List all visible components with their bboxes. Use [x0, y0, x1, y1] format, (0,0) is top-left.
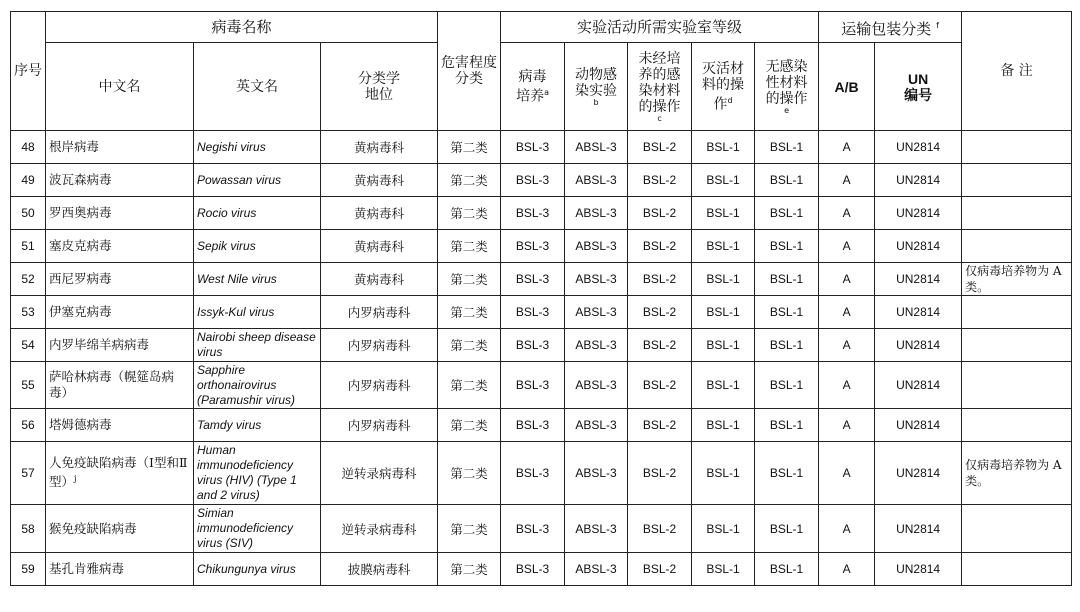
row-family: 黄病毒科 — [321, 131, 438, 164]
row-uncultured: BSL-2 — [628, 362, 692, 409]
row-en-name: Chikungunya virus — [194, 553, 321, 586]
row-animal: ABSL-3 — [565, 553, 628, 586]
row-inactivated: BSL-1 — [692, 197, 755, 230]
row-noninfectious: BSL-1 — [755, 197, 819, 230]
row-animal: ABSL-3 — [565, 296, 628, 329]
row-un: UN2814 — [875, 197, 962, 230]
row-animal: ABSL-3 — [565, 505, 628, 553]
row-uncultured: BSL-2 — [628, 409, 692, 442]
row-uncultured: BSL-2 — [628, 164, 692, 197]
row-noninfectious: BSL-1 — [755, 553, 819, 586]
row-ab: A — [819, 131, 875, 164]
row-note — [962, 553, 1072, 586]
row-uncultured: BSL-2 — [628, 131, 692, 164]
row-un: UN2814 — [875, 409, 962, 442]
row-family: 黄病毒科 — [321, 263, 438, 296]
row-family: 黄病毒科 — [321, 164, 438, 197]
row-note — [962, 329, 1072, 362]
header-transport: 运输包装分类 $^f$ — [819, 12, 962, 43]
row-cn-name: 波瓦森病毒 — [46, 164, 194, 197]
row-no: 56 — [11, 409, 46, 442]
row-un: UN2814 — [875, 553, 962, 586]
row-cn-name: 塞皮克病毒 — [46, 230, 194, 263]
row-un: UN2814 — [875, 442, 962, 505]
row-ab: A — [819, 329, 875, 362]
row-animal: ABSL-3 — [565, 409, 628, 442]
row-un: UN2814 — [875, 362, 962, 409]
row-no: 48 — [11, 131, 46, 164]
row-note — [962, 296, 1072, 329]
row-animal: ABSL-3 — [565, 164, 628, 197]
row-inactivated: BSL-1 — [692, 131, 755, 164]
row-cn-name: 猴免疫缺陷病毒 — [46, 505, 194, 553]
row-inactivated: BSL-1 — [692, 296, 755, 329]
row-en-name: Issyk-Kul virus — [194, 296, 321, 329]
row-noninfectious: BSL-1 — [755, 131, 819, 164]
row-cn-name: 基孔肯雅病毒 — [46, 553, 194, 586]
row-family: 内罗病毒科 — [321, 329, 438, 362]
row-en-name: Human immunodeficiency virus (HIV) (Type 1 and 2 virus) — [194, 442, 321, 505]
row-no: 55 — [11, 362, 46, 409]
header-virus-name: 病毒名称 — [46, 12, 438, 43]
row-noninfectious: BSL-1 — [755, 230, 819, 263]
row-cn-name: 萨哈林病毒（幌筵岛病毒） — [46, 362, 194, 409]
row-hazard: 第二类 — [438, 553, 501, 586]
row-noninfectious: BSL-1 — [755, 329, 819, 362]
table-row — [11, 362, 1072, 409]
row-noninfectious: BSL-1 — [755, 362, 819, 409]
row-ab: A — [819, 263, 875, 296]
row-hazard: 第二类 — [438, 362, 501, 409]
row-animal: ABSL-3 — [565, 442, 628, 505]
row-en-name: Powassan virus — [194, 164, 321, 197]
row-uncultured: BSL-2 — [628, 329, 692, 362]
row-no: 54 — [11, 329, 46, 362]
row-noninfectious: BSL-1 — [755, 296, 819, 329]
row-no: 49 — [11, 164, 46, 197]
row-ab: A — [819, 409, 875, 442]
header-en-name: 英文名 — [194, 43, 321, 131]
row-inactivated: BSL-1 — [692, 409, 755, 442]
row-animal: ABSL-3 — [565, 230, 628, 263]
row-no: 52 — [11, 263, 46, 296]
row-culture: BSL-3 — [501, 362, 565, 409]
header-remark: 备 注 — [962, 12, 1072, 131]
row-cn-name: 人免疫缺陷病毒（Ⅰ型和Ⅱ型）$^j$ — [46, 442, 194, 505]
row-note — [962, 197, 1072, 230]
row-en-name: Sepik virus — [194, 230, 321, 263]
row-hazard: 第二类 — [438, 329, 501, 362]
row-noninfectious: BSL-1 — [755, 442, 819, 505]
row-un: UN2814 — [875, 131, 962, 164]
header-seq: 序号 — [11, 12, 46, 131]
row-family: 逆转录病毒科 — [321, 505, 438, 553]
row-cn-name: 内罗毕绵羊病病毒 — [46, 329, 194, 362]
row-cn-name: 塔姆德病毒 — [46, 409, 194, 442]
row-un: UN2814 — [875, 164, 962, 197]
row-animal: ABSL-3 — [565, 197, 628, 230]
row-note: 仅病毒培养物为 A 类。 — [962, 442, 1072, 505]
table-row — [11, 329, 1072, 362]
row-en-name: Sapphire orthonairovirus (Paramushir virus) — [194, 362, 321, 409]
row-ab: A — [819, 442, 875, 505]
row-culture: BSL-3 — [501, 263, 565, 296]
row-cn-name: 根岸病毒 — [46, 131, 194, 164]
row-hazard: 第二类 — [438, 505, 501, 553]
table-row — [11, 164, 1072, 197]
row-cn-name: 西尼罗病毒 — [46, 263, 194, 296]
row-hazard: 第二类 — [438, 409, 501, 442]
row-uncultured: BSL-2 — [628, 230, 692, 263]
row-ab: A — [819, 362, 875, 409]
table-row — [11, 296, 1072, 329]
row-no: 53 — [11, 296, 46, 329]
virus-table — [10, 11, 1072, 586]
row-uncultured: BSL-2 — [628, 263, 692, 296]
row-inactivated: BSL-1 — [692, 329, 755, 362]
row-cn-name: 伊塞克病毒 — [46, 296, 194, 329]
row-culture: BSL-3 — [501, 164, 565, 197]
row-inactivated: BSL-1 — [692, 442, 755, 505]
row-un: UN2814 — [875, 505, 962, 553]
header-inactivated: 灭活材料的操作$^d$ — [692, 43, 755, 131]
row-hazard: 第二类 — [438, 442, 501, 505]
row-animal: ABSL-3 — [565, 131, 628, 164]
row-cn-name: 罗西奥病毒 — [46, 197, 194, 230]
header-noninfectious: 无感染性材料的操作 e — [755, 43, 819, 131]
row-en-name: Tamdy virus — [194, 409, 321, 442]
row-culture: BSL-3 — [501, 409, 565, 442]
row-uncultured: BSL-2 — [628, 505, 692, 553]
row-ab: A — [819, 553, 875, 586]
row-en-name: Nairobi sheep disease virus — [194, 329, 321, 362]
row-note — [962, 164, 1072, 197]
row-family: 内罗病毒科 — [321, 362, 438, 409]
row-uncultured: BSL-2 — [628, 442, 692, 505]
row-un: UN2814 — [875, 230, 962, 263]
row-un: UN2814 — [875, 263, 962, 296]
row-noninfectious: BSL-1 — [755, 164, 819, 197]
row-animal: ABSL-3 — [565, 263, 628, 296]
table-header — [11, 12, 1072, 131]
row-culture: BSL-3 — [501, 197, 565, 230]
row-family: 黄病毒科 — [321, 230, 438, 263]
row-ab: A — [819, 164, 875, 197]
row-family: 逆转录病毒科 — [321, 442, 438, 505]
table-row — [11, 409, 1072, 442]
row-inactivated: BSL-1 — [692, 505, 755, 553]
table-row — [11, 442, 1072, 505]
row-family: 内罗病毒科 — [321, 409, 438, 442]
header-culture: 病毒培养$^a$ — [501, 43, 565, 131]
row-note — [962, 362, 1072, 409]
row-hazard: 第二类 — [438, 164, 501, 197]
row-inactivated: BSL-1 — [692, 362, 755, 409]
row-note — [962, 409, 1072, 442]
row-animal: ABSL-3 — [565, 329, 628, 362]
header-hazard: 危害程度分类 — [438, 12, 501, 131]
row-en-name: West Nile virus — [194, 263, 321, 296]
row-en-name: Simian immunodeficiency virus (SIV) — [194, 505, 321, 553]
row-uncultured: BSL-2 — [628, 197, 692, 230]
row-hazard: 第二类 — [438, 131, 501, 164]
row-family: 内罗病毒科 — [321, 296, 438, 329]
header-un: UN编号 — [875, 43, 962, 131]
header-lab-level: 实验活动所需实验室等级 — [501, 12, 819, 43]
row-hazard: 第二类 — [438, 197, 501, 230]
row-ab: A — [819, 230, 875, 263]
row-noninfectious: BSL-1 — [755, 263, 819, 296]
table-row — [11, 553, 1072, 586]
row-en-name: Rocio virus — [194, 197, 321, 230]
row-no: 50 — [11, 197, 46, 230]
row-noninfectious: BSL-1 — [755, 505, 819, 553]
table-row — [11, 131, 1072, 164]
row-note — [962, 131, 1072, 164]
header-taxonomy: 分类学地位 — [321, 43, 438, 131]
row-un: UN2814 — [875, 296, 962, 329]
row-inactivated: BSL-1 — [692, 263, 755, 296]
row-hazard: 第二类 — [438, 296, 501, 329]
row-ab: A — [819, 505, 875, 553]
row-note: 仅病毒培养物为 A 类。 — [962, 263, 1072, 296]
row-family: 黄病毒科 — [321, 197, 438, 230]
row-culture: BSL-3 — [501, 296, 565, 329]
row-no: 58 — [11, 505, 46, 553]
row-un: UN2814 — [875, 329, 962, 362]
row-inactivated: BSL-1 — [692, 164, 755, 197]
table-row — [11, 263, 1072, 296]
table-row — [11, 505, 1072, 553]
row-ab: A — [819, 296, 875, 329]
row-uncultured: BSL-2 — [628, 553, 692, 586]
header-ab: A/B — [819, 43, 875, 131]
row-en-name: Negishi virus — [194, 131, 321, 164]
row-no: 57 — [11, 442, 46, 505]
row-noninfectious: BSL-1 — [755, 409, 819, 442]
header-cn-name: 中文名 — [46, 43, 194, 131]
row-family: 披膜病毒科 — [321, 553, 438, 586]
row-culture: BSL-3 — [501, 553, 565, 586]
header-uncultured: 未经培养的感染材料的操作 c — [628, 43, 692, 131]
header-animal: 动物感染实验 b — [565, 43, 628, 131]
row-note — [962, 505, 1072, 553]
row-culture: BSL-3 — [501, 131, 565, 164]
table-row — [11, 230, 1072, 263]
row-hazard: 第二类 — [438, 230, 501, 263]
row-uncultured: BSL-2 — [628, 296, 692, 329]
row-inactivated: BSL-1 — [692, 230, 755, 263]
row-no: 59 — [11, 553, 46, 586]
row-hazard: 第二类 — [438, 263, 501, 296]
row-animal: ABSL-3 — [565, 362, 628, 409]
row-culture: BSL-3 — [501, 230, 565, 263]
row-no: 51 — [11, 230, 46, 263]
table-row — [11, 197, 1072, 230]
row-culture: BSL-3 — [501, 505, 565, 553]
row-inactivated: BSL-1 — [692, 553, 755, 586]
row-culture: BSL-3 — [501, 329, 565, 362]
row-ab: A — [819, 197, 875, 230]
row-note — [962, 230, 1072, 263]
table-body — [11, 131, 1072, 586]
row-culture: BSL-3 — [501, 442, 565, 505]
